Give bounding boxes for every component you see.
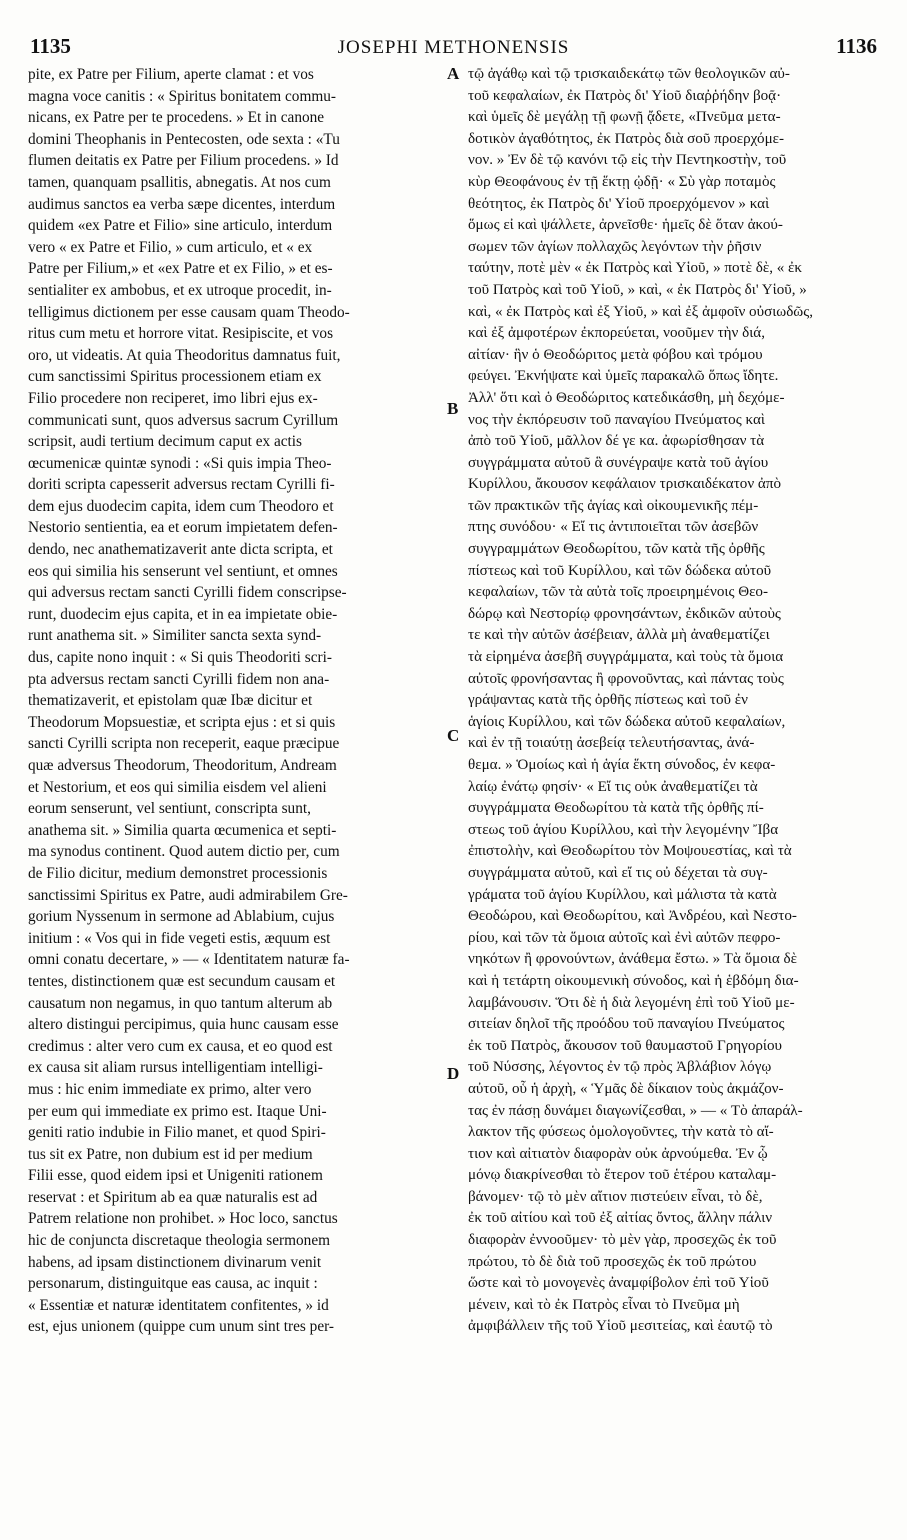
latin-text-line: quæ adversus Theodorum, Theodoritum, Andream <box>28 757 337 774</box>
greek-text-line: μένειν, καὶ τὸ ἐκ Πατρὸς εἶναι τὸ Πνεῦμα μὴ <box>468 1296 740 1313</box>
greek-text-line: νον. » Ἐν δὲ τῷ κανόνι τῷ εἰς τὴν Πεντηκοστὴν, τοῦ <box>468 152 787 169</box>
latin-text-line: gorium Nyssenum in sermone ad Ablabium, cujus <box>28 908 335 926</box>
latin-text-line: per eum qui immediate ex primo est. Itaque Uni- <box>28 1102 327 1120</box>
latin-text-line: sentialiter ex ambobus, et ex utroque procedit, in- <box>28 281 332 299</box>
latin-text-line: ritus cum metu et horrore vitat. Resipiscite, et vos <box>28 325 334 343</box>
latin-text-line: altero distingui percipimus, quia hunc causam esse <box>28 1016 339 1034</box>
greek-text-line: θεμα. » Ὁμοίως καὶ ἡ ἁγία ἕκτη σύνοδος, ἐν κεφα- <box>468 757 776 773</box>
latin-text-line: dus, capite nono inquit : « Si quis Theodoriti scri- <box>28 649 332 667</box>
latin-text-line: dendo, nec anathematizaverit ante dicta scripta, et <box>28 541 333 559</box>
latin-text-line: œcumenicæ quintæ synodi : «Si quis impia Theo- <box>28 454 332 472</box>
latin-text-line: nicans, ex Patre per te procedens. » Et in canone <box>28 109 325 127</box>
greek-text-line: φεύγει. Ἐκνήψατε καὶ ὑμεῖς παρακαλῶ ὅπως ἴδητε. <box>468 368 779 385</box>
greek-text-line: Κυρίλλου, ἄκουσον κεφάλαιον τρισκαιδέκατον ἀπὸ <box>468 476 782 493</box>
greek-text-line: ἐκ τοῦ αἰτίου καὶ τοῦ ἐξ αἰτίας ὄντος, ἄλλην πάλιν <box>468 1210 773 1227</box>
greek-text-line: συγγραμμάτων Θεοδωρίτου, τῶν κατὰ τῆς ὀρθῆς <box>468 541 765 558</box>
latin-text-line: Patre per Filium,» et «ex Patre et ex Filio, » et es- <box>28 260 333 278</box>
greek-text-line: πίστεως καὶ τοῦ Κυρίλλου, καὶ τῶν δώδεκα αὐτοῦ <box>468 562 772 579</box>
latin-text-line: ex causa sit aliam rursus intelligentiam intelligi- <box>28 1059 323 1077</box>
latin-column <box>28 64 440 1504</box>
latin-text-line: omni conatu decertare, » — « Identitatem naturæ fa- <box>28 951 350 969</box>
running-title: JOSEPHI METHONENSIS <box>337 37 570 58</box>
section-mark-b: B <box>447 399 459 418</box>
greek-text-line: ἁγίοις Κυρίλλου, καὶ τῶν δώδεκα αὐτοῦ κεφαλαίων, <box>468 713 786 730</box>
latin-text-line: mus : hic enim immediate ex primo, alter vero <box>28 1080 312 1098</box>
greek-text-line: πτης συνόδου· « Εἴ τις ἀντιποιεῖται τῶν ἀσεβῶν <box>468 519 759 536</box>
latin-text-line: Patrem relatione non prohibet. » Hoc loco, sanctus <box>28 1210 338 1228</box>
greek-text-line: τε καὶ τὴν αὐτῶν ἀσέβειαν, ἀλλὰ μὴ ἀναθεματίζει <box>468 627 770 644</box>
greek-text-line: καὶ ἐξ ἀμφοτέρων ἐκπορεύεται, νοοῦμεν τὴν διά, <box>468 325 765 342</box>
greek-text-line: νος τὴν ἐκπόρευσιν τοῦ παναγίου Πνεύματος καὶ <box>468 411 765 428</box>
latin-text-line: doriti scripta capesserit adversus rectam Cyrilli fi- <box>28 476 335 494</box>
latin-text-line: Theodorum Mopsuestiæ, et scripta ejus : et si quis <box>28 713 336 731</box>
latin-text-line: tamen, quanquam psallitis, abnegatis. At nos cum <box>28 173 331 191</box>
latin-text-line: sanctissimi Spiritus ex Patre, audi admirabilem Gre- <box>28 886 348 904</box>
greek-text-line: δοτικὸν ἀγαθότητος, ἐκ Πατρὸς διὰ σοῦ προερχόμε- <box>468 130 785 147</box>
greek-text-line: ἐκ τοῦ Πατρὸς, ἄκουσον τοῦ θαυμαστοῦ Γρηγορίου <box>468 1037 782 1054</box>
latin-text-line: tentes, distinctionem quæ est secundum causam et <box>28 972 336 990</box>
latin-text-line: telligimus dictionem per esse causam quam Theodo- <box>28 303 350 321</box>
greek-text-line: τῷ ἀγάθῳ καὶ τῷ τρισκαιδεκάτῳ τῶν θεολογικῶν αὐ- <box>468 66 790 82</box>
greek-text-line: τῶν πρακτικῶν τῆς ἁγίας καὶ οἰκουμενικῆς πέμ- <box>468 497 759 514</box>
latin-text-line: habens, ad ipsam distinctionem divinarum venit <box>28 1253 322 1271</box>
greek-text-line: πρώτου, τὸ δὲ διὰ τοῦ προσεχῶς ἐκ τοῦ πρώτου <box>468 1253 757 1270</box>
latin-text-line: Filii esse, quod eidem ipsi et Unigeniti rationem <box>28 1167 323 1185</box>
greek-text-line: λαμβάνουσιν. Ὅτι δὲ ἡ διὰ λεγομένη ἐπὶ τοῦ Υἱοῦ με- <box>468 994 795 1011</box>
latin-text-line: credimus : alter vero cum ex causa, et eo quod est <box>28 1037 333 1055</box>
latin-text-line: anathema sit. » Similia quarta œcumenica et septi- <box>28 821 337 839</box>
latin-text-line: runt, duodecim ejus capita, et in ea impietate obie- <box>28 605 338 623</box>
latin-text-line: pite, ex Patre per Filium, aperte clamat : et vos <box>28 66 314 83</box>
greek-text-line: αὐτοῖς φρονήσαντας ἢ φρονοῦντας, καὶ πάντας τοὺς <box>468 670 784 687</box>
greek-text-line: νηκότων ἢ φρονούντων, ἀνάθεμα ἔστω. » Τὰ ὅμοια δὲ <box>468 951 797 968</box>
latin-text-line: qui adversus rectam sancti Cyrilli fidem conscripse- <box>28 584 347 602</box>
greek-text-line: κὺρ Θεοφάνους ἐν τῇ ἕκτῃ ᾠδῇ· « Σὺ γὰρ ποταμὸς <box>468 173 776 190</box>
greek-text-line: διαφορὰν ἐννοοῦμεν· τὸ μὲν γὰρ, προσεχῶς ἐκ τοῦ <box>468 1232 777 1249</box>
greek-text-line: σωμεν τῶν ἁγίων πολλαχῶς λεγόντων τὴν ῥῆσιν <box>468 238 762 255</box>
latin-text-line: Nestorio sentientia, ea et eorum impietatem defen- <box>28 519 338 537</box>
section-mark-a: A <box>447 64 460 83</box>
latin-text-line: geniti ratio indubie in Filio manet, et quod Spiri- <box>28 1124 326 1142</box>
greek-text-line: τιον καὶ αἰτιατὸν διαφορὰν οὐκ ἀρνούμεθα. Ἐν ᾧ <box>468 1145 768 1162</box>
greek-text-line: καὶ ἡ τετάρτη οἰκουμενικὴ σύνοδος, καὶ ἡ ἑβδόμη δια- <box>468 972 799 989</box>
latin-text-line: oro, ut videatis. At quia Theodoritus damnatus fuit, <box>28 346 341 364</box>
latin-text-line: thematizaverit, et epistolam quæ Ibæ dicitur et <box>28 692 313 710</box>
section-mark-c: C <box>447 726 460 745</box>
greek-text-line: συγγράμματα αὐτοῦ ἃ συνέγραψε κατὰ τοῦ ἁγίου <box>468 454 769 471</box>
greek-column <box>468 64 880 1504</box>
greek-text-line: καὶ, « ἐκ Πατρὸς καὶ ἐξ Υἱοῦ, » καὶ ἐξ ἀμφοῖν οὐσιωδῶς, <box>468 303 813 320</box>
greek-text-line: ταύτην, ποτὲ μὲν « ἐκ Πατρὸς καὶ Υἱοῦ, » ποτὲ δὲ, « ἐκ <box>468 260 803 277</box>
latin-text-line: tus sit ex Patre, non dubium est id per medium <box>28 1145 313 1163</box>
greek-text-line: ρίου, καὶ τῶν τὰ ὅμοια αὐτοῖς καὶ ἐνὶ αὐτῶν πεφρο- <box>468 929 781 946</box>
greek-text-line: λαίῳ ἐνάτῳ φησίν· « Εἴ τις οὐκ ἀναθεματίζει τὰ <box>468 778 758 795</box>
latin-text-line: initium : « Vos qui in fide vegeti estis, æquum est <box>28 929 331 947</box>
section-mark-d: D <box>447 1064 460 1083</box>
greek-text-line: στεως τοῦ ἁγίου Κυρίλλου, καὶ τὴν λεγομένην Ἴβα <box>468 821 779 838</box>
latin-text-line: personarum, distinguitque eas causa, ac inquit : <box>28 1275 318 1293</box>
greek-text-line: συγγράμματα Θεοδωρίτου τὰ κατὰ τῆς ὀρθῆς πί- <box>468 800 764 817</box>
greek-text-line: μόνῳ διακρίνεσθαι τὸ ἕτερον τοῦ ἑτέρου καταλαμ- <box>468 1167 777 1184</box>
greek-text-line: συγγράμματα αὐτοῦ, καὶ εἴ τις οὐ δέχεται τὰ συγ- <box>468 864 768 881</box>
latin-text-line: scripsit, audi tertium decimum caput ex actis <box>28 433 302 451</box>
greek-text-line: τοῦ κεφαλαίων, ἐκ Πατρὸς δι' Υἱοῦ διαῤῥήδην βοᾷ· <box>468 87 782 104</box>
latin-text-line: de Filio dicitur, medium demonstret processionis <box>28 864 328 882</box>
latin-text-line: sancti Cyrilli scripta non receperit, eaque præcipue <box>28 735 340 753</box>
latin-text-line: eos qui similia his senserunt vel sentiunt, et omnes <box>28 562 338 580</box>
greek-text-line: τὰ εἰρημένα ἀσεβῆ συγγράμματα, καὶ τοὺς τὰ ὅμοια <box>468 649 784 666</box>
latin-text-line: causatum non negamus, in quo tantum alterum ab <box>28 994 333 1012</box>
greek-text-line: ἀμφιβάλλειν τῆς τοῦ Υἱοῦ μεσιτείας, καὶ ἑαυτῷ τὸ <box>468 1318 773 1335</box>
latin-text-line: magna voce canitis : « Spiritus bonitatem commu- <box>28 87 336 105</box>
latin-text-line: communicati sunt, quos adversus sacrum Cyrillum <box>28 411 339 429</box>
greek-text-line: τοῦ Νύσσης, λέγοντος ἐν τῷ πρὸς Ἀβλάβιον λόγῳ <box>468 1059 772 1076</box>
greek-text-line: κεφαλαίων, τῶν τὰ αὐτὰ τοῖς προειρημένοις Θεο- <box>468 584 769 601</box>
latin-text-line: hic de conjuncta discretaque theologia sermonem <box>28 1232 331 1250</box>
greek-text-line: δώρῳ καὶ Νεστορίῳ φρονησάντων, ἐκδικῶν αὐτοὺς <box>468 605 781 622</box>
latin-text-line: « Essentiæ et naturæ identitatem confitentes, » id <box>28 1296 329 1314</box>
greek-text-line: αἰτίαν· ἣν ὁ Θεοδώριτος μετὰ φόβου καὶ τρόμου <box>468 346 763 363</box>
greek-text-line: καὶ ἐν τῇ τοιαύτῃ ἀσεβείᾳ τελευτήσαντας, ἀνά- <box>468 735 755 752</box>
latin-text-line: dem ejus duodecim capita, idem cum Theodoro et <box>28 497 334 515</box>
section-marks <box>445 64 465 1504</box>
latin-text-line: est, ejus unionem (quippe cum unum sint tres per- <box>28 1318 334 1336</box>
latin-text-line: vero « ex Patre et Filio, » cum articulo, et « ex <box>28 238 313 256</box>
greek-text-line: ἀπὸ τοῦ Υἱοῦ, μᾶλλον δέ γε κα. ἀφωρίσθησαν τὰ <box>468 433 765 450</box>
greek-text-line: θεότητος, ἐκ Πατρὸς δι' Υἱοῦ προερχόμενον » καὶ <box>468 195 770 212</box>
left-page-number: 1135 <box>30 34 71 58</box>
greek-text-line: γράψαντας κατὰ τῆς ὀρθῆς πίστεως καὶ τοῦ ἐν <box>468 692 748 709</box>
greek-text-line: καὶ ὑμεῖς δὲ μεγάλῃ τῇ φωνῇ ᾄδετε, «Πνεῦμα μετα- <box>468 109 781 126</box>
running-header <box>30 34 877 62</box>
right-page-number: 1136 <box>836 34 877 58</box>
greek-text-line: αὐτοῦ, οὗ ἡ ἀρχὴ, « Ὑμᾶς δὲ δίκαιον τοὺς ἀκμάζον- <box>468 1080 784 1097</box>
latin-text-line: cum sanctissimi Spiritus processionem etiam ex <box>28 368 322 386</box>
latin-text-line: ma synodus continent. Quod autem dictio per, cum <box>28 843 340 861</box>
latin-text-line: eorum senserunt, vel sentiunt, conscripta sunt, <box>28 800 311 818</box>
latin-text-line: runt anathema sit. » Similiter sancta sexta synd- <box>28 627 322 645</box>
latin-text-line: domini Theophanis in Pentecosten, ode sexta : «Tu <box>28 130 340 148</box>
greek-text-line: τοῦ Πατρὸς καὶ τοῦ Υἱοῦ, » καὶ, « ἐκ Πατρὸς δι' Υἱοῦ, » <box>468 281 807 298</box>
latin-text-line: audimus sanctos ea verba sæpe dicentes, interdum <box>28 195 336 213</box>
greek-text-line: βάνομεν· τῷ τὸ μὲν αἴτιον πιστεύειν εἶναι, τὸ δὲ, <box>468 1188 763 1205</box>
latin-text-line: quidem «ex Patre et Filio» sine articulo, interdum <box>28 217 333 235</box>
latin-text-line: pta adversus rectam sancti Cyrilli fidem non ana- <box>28 670 330 688</box>
greek-text-line: Θεοδώρου, καὶ Θεοδωρίτου, καὶ Ἀνδρέου, καὶ Νεστο- <box>468 908 797 925</box>
greek-text-line: ἐπιστολὴν, καὶ Θεοδωρίτου τὸν Μοψουεστίας, καὶ τὰ <box>468 843 792 860</box>
greek-text-line: ὅμως εἰ καὶ ψάλλετε, ἀρνεῖσθε· ἡμεῖς δὲ ὅταν ἀκού- <box>468 217 783 234</box>
latin-text-line: Filio procedere non reciperet, imo libri ejus ex- <box>28 389 318 407</box>
latin-text-line: flumen deitatis ex Patre per Filium procedens. » Id <box>28 152 339 170</box>
greek-text-line: τας ἐν πάσῃ δυνάμει διαγωνίζεσθαι, » — « Τὸ ἀπαράλ- <box>468 1102 803 1119</box>
greek-text-line: λακτον τῆς φύσεως ὁμολογοῦντες, τὴν κατὰ τὸ αἴ- <box>468 1124 774 1141</box>
latin-text-line: reservat : et Spiritum ab ea quæ naturalis est ad <box>28 1188 318 1206</box>
greek-text-line: σιτείαν δηλοῖ τῆς προόδου τοῦ παναγίου Πνεύματος <box>468 1016 785 1033</box>
greek-text-line: ὥστε καὶ τὸ μονογενὲς ἀναμφίβολον ἐπὶ τοῦ Υἱοῦ <box>468 1275 769 1292</box>
latin-text-line: et Nestorium, et eos qui similia eisdem vel alieni <box>28 778 327 796</box>
greek-text-line: Ἀλλ' ὅτι καὶ ὁ Θεοδώριτος κατεδικάσθη, μὴ δεχόμε- <box>468 389 785 406</box>
greek-text-line: γράματα τοῦ ἁγίου Κυρίλλου, καὶ μάλιστα τὰ κατὰ <box>468 886 777 903</box>
